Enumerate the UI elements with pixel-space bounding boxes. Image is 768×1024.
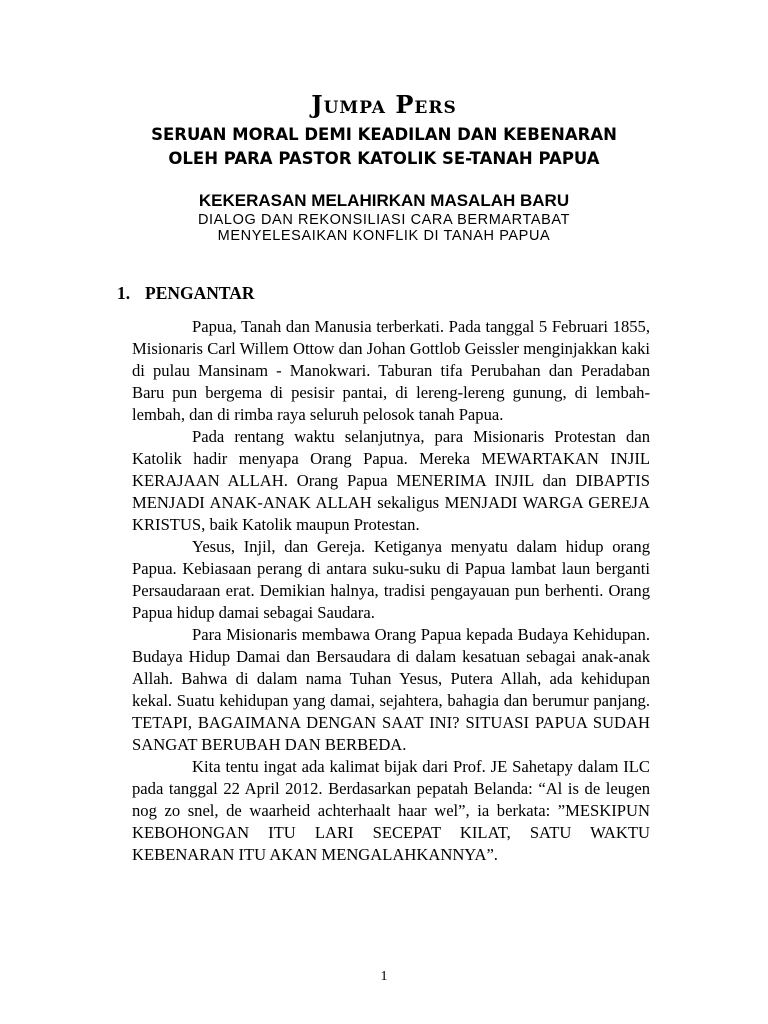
paragraph: Papua, Tanah dan Manusia terberkati. Pada tanggal 5 Februari 1855, Misionaris Carl Willem Ottow dan Johan Gottlob Geissler menginjakkan kaki di pulau Mansinam - Manokwari. Taburan tifa Perubahan dan Peradaban Baru pun bergema di pesisir pantai, di lereng-lereng gunung, di lembah-lembah, dan di rimba raya seluruh pelosok tanah Papua. [132,317,650,424]
theme-line-2: MENYELESAIKAN KONFLIK DI TANAH PAPUA [217,228,551,244]
theme-line-1: DIALOG DAN REKONSILIASI CARA BERMARTABAT [197,212,571,228]
document-title: Jumpa Pers [311,90,457,119]
paragraph: Kita tentu ingat ada kalimat bijak dari Prof. JE Sahetapy dalam ILC pada tanggal 22 April 2012. Berdasarkan pepatah Belanda: “Al is de leugen nog zo snel, de waarheid achterhaalt haar wel”, ia berkata: ”MESKIPUN KEBOHONGAN ITU LARI SECEPAT KILAT, SATU WAKTU KEBENARAN ITU AKAN MENGALAHKANNYA”. [132,757,650,864]
page-number: 1 [380,969,388,984]
paragraph: Para Misionaris membawa Orang Papua kepada Budaya Kehidupan. Budaya Hidup Damai dan Bersaudara di dalam kesatuan sebagai anak-anak Allah. Bahwa di dalam nama Tuhan Yesus, Putera Allah, ada kehidupan kekal. Suatu kehidupan yang damai, sejahtera, bahagia dan berumur panjang. TETAPI, BAGAIMANA DENGAN SAAT INI? SITUASI PAPUA SUDAH SANGAT BERUBAH DAN BERBEDA. [132,625,650,754]
paragraph: Yesus, Injil, dan Gereja. Ketiganya menyatu dalam hidup orang Papua. Kebiasaan perang di antara suku-suku di Papua lambat laun berganti Persaudaraan erat. Demikian halnya, tradisi pengayauan pun berhenti. Orang Papua hidup damai sebagai Saudara. [132,537,650,622]
section-number: 1. [117,283,131,303]
document-subtitle-line-2: OLEH PARA PASTOR KATOLIK SE-TANAH PAPUA [168,149,600,168]
section-heading [117,281,255,305]
body-text [132,316,650,866]
document-subtitle-line-1: SERUAN MORAL DEMI KEADILAN DAN KEBENARAN [151,125,617,144]
section-title: PENGANTAR [145,283,255,303]
paragraph: Pada rentang waktu selanjutnya, para Misionaris Protestan dan Katolik hadir menyapa Orang Papua. Mereka MEWARTAKAN INJIL KERAJAAN ALLAH. Orang Papua MENERIMA INJIL dan DIBAPTIS MENJADI ANAK-ANAK ALLAH sekaligus MENJADI WARGA GEREJA KRISTUS, baik Katolik maupun Protestan. [132,427,650,534]
theme-title: KEKERASAN MELAHIRKAN MASALAH BARU [198,191,570,210]
